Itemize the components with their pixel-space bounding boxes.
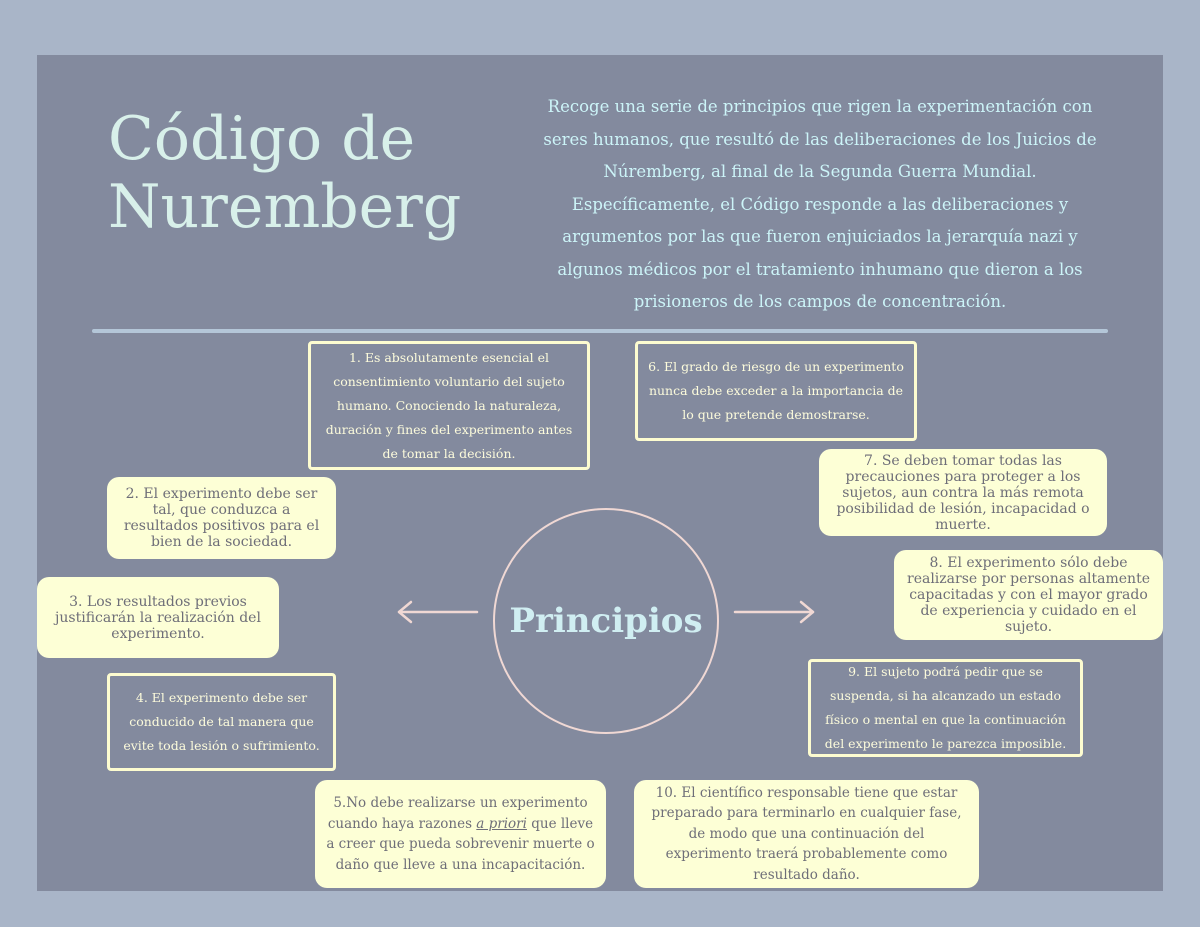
principle-6-box	[635, 341, 917, 441]
principle-9-box	[808, 659, 1083, 757]
principle-1-box	[308, 341, 590, 470]
page-title: Código de Nuremberg	[108, 104, 462, 242]
left-arrow-icon	[395, 599, 479, 625]
principle-4-box	[107, 673, 336, 771]
divider	[92, 329, 1108, 333]
principle-7-text: 7. Se deben tomar todas las precauciones para proteger a los sujetos, aun contra la más remota posibilidad de lesión, incapacidad o muerte.	[836, 452, 1090, 533]
principle-5-text-start: 5.No debe realizarse un experimento cuando haya razones	[327, 795, 588, 832]
principle-5-text	[325, 793, 596, 875]
principle-1-text: 1. Es absolutamente esencial el consentimiento voluntario del sujeto humano. Conociendo la naturaleza, duración y fines del experimento antes de tomar la decisión.	[325, 349, 573, 461]
principle-6-text: 6. El grado de riesgo de un experimento nunca debe exceder a la importancia de lo que pretende demostrarse.	[648, 359, 904, 422]
principle-2-box	[107, 477, 336, 559]
principle-8-text: 8. El experimento sólo debe realizarse por personas altamente capacitadas y con el mayor grado de experiencia y cuidado en el sujeto.	[907, 555, 1150, 635]
description-text: Recoge una serie de principios que rigen la experimentación con seres humanos, que resultó de las deliberaciones de los Juicios de Núremberg, al final de la Segunda Guerra Mundial. Específicamente, el Código responde a las deliberaciones y argumentos por las que fueron enjuiciados la jerarquía nazi y algunos médicos por el tratamiento inhumano que dieron a los prisioneros de los campos de concentración.	[543, 97, 1097, 311]
center-label: Principios	[509, 601, 703, 641]
principle-9-text: 9. El sujeto podrá pedir que se suspenda, si ha alcanzado un estado físico o mental en que la continuación del experimento le parezca imposible.	[824, 664, 1067, 751]
slide	[37, 55, 1163, 891]
principle-8-box	[894, 550, 1163, 640]
principle-4-text: 4. El experimento debe ser conducido de tal manera que evite toda lesión o sufrimiento.	[123, 690, 320, 753]
principle-3-box	[37, 577, 279, 658]
right-arrow-icon	[733, 599, 817, 625]
center-circle	[493, 508, 719, 734]
principle-10-box	[634, 780, 979, 888]
principle-5-box	[315, 780, 606, 888]
principle-5-text-end: que lleve a creer que pueda sobrevenir muerte o daño que lleve a una incapacitación.	[326, 815, 595, 873]
principle-7-box	[819, 449, 1107, 536]
principle-3-text: 3. Los resultados previos justificarán la realización del experimento.	[55, 593, 261, 642]
principle-5-emphasis: a priori	[476, 815, 527, 832]
principle-10-text: 10. El científico responsable tiene que estar preparado para terminarlo en cualquier fase, de modo que una continuación del experimento traerá probablemente como resultado daño.	[651, 784, 962, 883]
principle-2-text: 2. El experimento debe ser tal, que conduzca a resultados positivos para el bien de la sociedad.	[123, 486, 320, 550]
